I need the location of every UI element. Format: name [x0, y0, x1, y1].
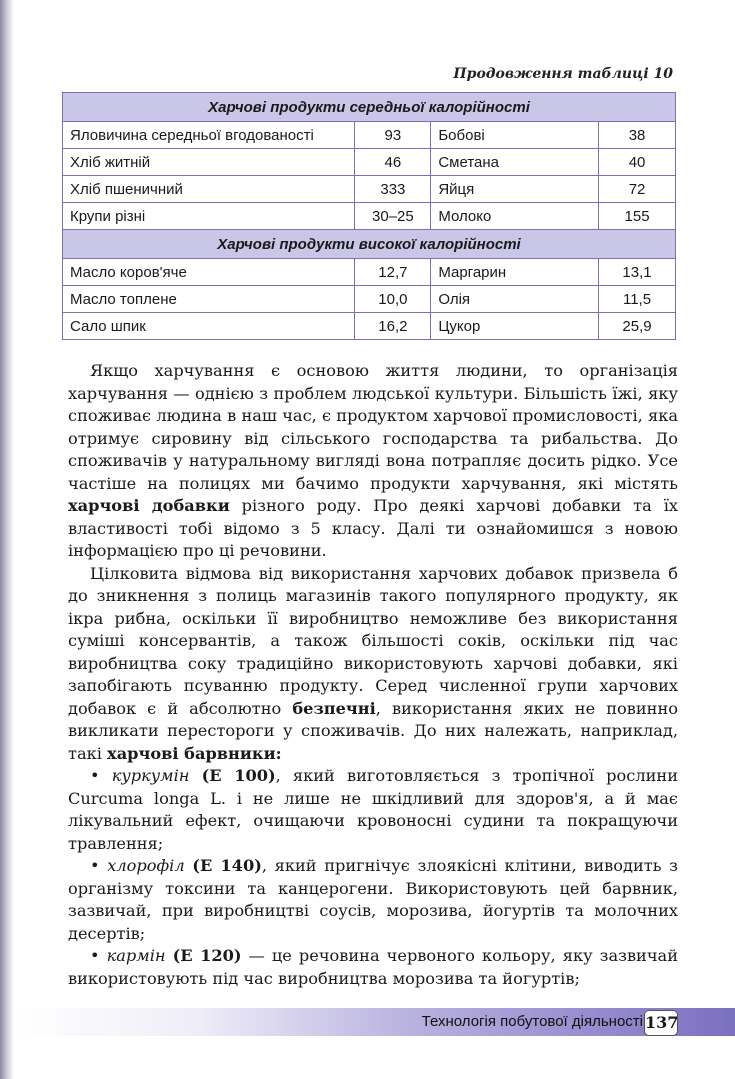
product-cell: Маргарин [431, 259, 599, 286]
list-item-carmine: • кармін (Е 120) — це речовина червоного кольору, яку зазвичай використовують під час виробництва морозива та йогуртів; [68, 946, 678, 988]
table-section-header [63, 93, 676, 122]
product-cell: Сметана [431, 149, 599, 176]
table-row [63, 176, 676, 203]
table-row [63, 259, 676, 286]
table-section-header [63, 230, 676, 259]
value-cell: 30–25 [355, 203, 431, 230]
product-cell: Молоко [431, 203, 599, 230]
product-cell: Бобові [431, 122, 599, 149]
table-row [63, 149, 676, 176]
calorie-table [62, 92, 676, 340]
paragraph-intro: Якщо харчування є основою життя людини, то організація харчування — однією з проблем людської культури. Більшість їжі, яку споживає людина в наш час, є продуктом харчової промисловості, яка отримує сировину від сільського господарства та рибальства. До споживачів у натуральному вигляді вона потрапляє досить рідко. Усе частіше на полицях ми бачимо продукти харчування, які містять харчові добавки різного роду. Про деякі харчові добавки та їх властивості тобі відомо з 5 класу. Далі ти ознайомишся з новою інформацією про ці речовини. [68, 361, 678, 560]
product-cell: Яйця [431, 176, 599, 203]
term-food-additives: харчові добавки [68, 496, 230, 515]
product-cell: Масло топлене [63, 286, 355, 313]
list-item-chlorophyll: • хлорофіл (Е 140), який пригнічує злоякісні клітини, виводить з організму токсини та канцерогени. Використовують цей барвник, зазвичай, при виробництві соусів, морозива, йогуртів та молочних десертів; [68, 856, 678, 943]
value-cell: 333 [355, 176, 431, 203]
product-cell: Хліб житній [63, 149, 355, 176]
value-cell: 38 [599, 122, 676, 149]
value-cell: 11,5 [599, 286, 676, 313]
footer-title: Технологія побутової діяльності [421, 1013, 643, 1030]
value-cell: 46 [355, 149, 431, 176]
product-cell: Яловичина середньої вгодованості [63, 122, 355, 149]
value-cell: 10,0 [355, 286, 431, 313]
bullet-icon: • [90, 856, 100, 875]
value-cell: 72 [599, 176, 676, 203]
table-row [63, 203, 676, 230]
value-cell: 12,7 [355, 259, 431, 286]
product-cell: Крупи різні [63, 203, 355, 230]
table-row [63, 313, 676, 340]
page-number: 137 [644, 1010, 678, 1036]
term-safe: безпечні [292, 698, 376, 718]
bullet-icon: • [90, 946, 100, 965]
term-food-dyes: харчові барвники: [107, 743, 282, 763]
list-item-curcumin: • куркумін (Е 100), який виготовляється з тропічної рослини Curcuma longa L. і не лише не шкідливий для здоров'я, а й має лікувальний ефект, очищаючи кровоносні судини та покращуючи травлення; [68, 766, 678, 853]
section-medium-title: Харчові продукти середньої калорійності [63, 93, 676, 122]
product-cell: Хліб пшеничний [63, 176, 355, 203]
product-cell: Цукор [431, 313, 599, 340]
table-row [63, 286, 676, 313]
value-cell: 155 [599, 203, 676, 230]
table-row [63, 122, 676, 149]
product-cell: Сало шпик [63, 313, 355, 340]
value-cell: 40 [599, 149, 676, 176]
paragraph-additives: Цілковита відмова від використання харчових добавок призвела б до зникнення з полиць магазинів такого популярного продукту, як ікра рибна, оскільки її виробництво неможливе без використання суміші консервантів, а також більшості соків, оскільки під час виробництва соку традиційно використовують харчові добавки, які запобігають псуванню продукту. Серед численної групи харчових добавок є й абсолютно безпечні, використання яких не повинно викликати перестороги у споживачів. До них належать, наприклад, такі харчові барвники: [68, 563, 678, 763]
value-cell: 16,2 [355, 313, 431, 340]
value-cell: 25,9 [599, 313, 676, 340]
table-caption: Продовження таблиці 10 [453, 66, 673, 82]
page-edge-shadow [0, 0, 14, 1079]
value-cell: 13,1 [599, 259, 676, 286]
section-high-title: Харчові продукти високої калорійності [63, 230, 676, 259]
body-text [68, 360, 678, 990]
product-cell: Масло коров'яче [63, 259, 355, 286]
product-cell: Олія [431, 286, 599, 313]
value-cell: 93 [355, 122, 431, 149]
bullet-icon: • [90, 766, 100, 785]
